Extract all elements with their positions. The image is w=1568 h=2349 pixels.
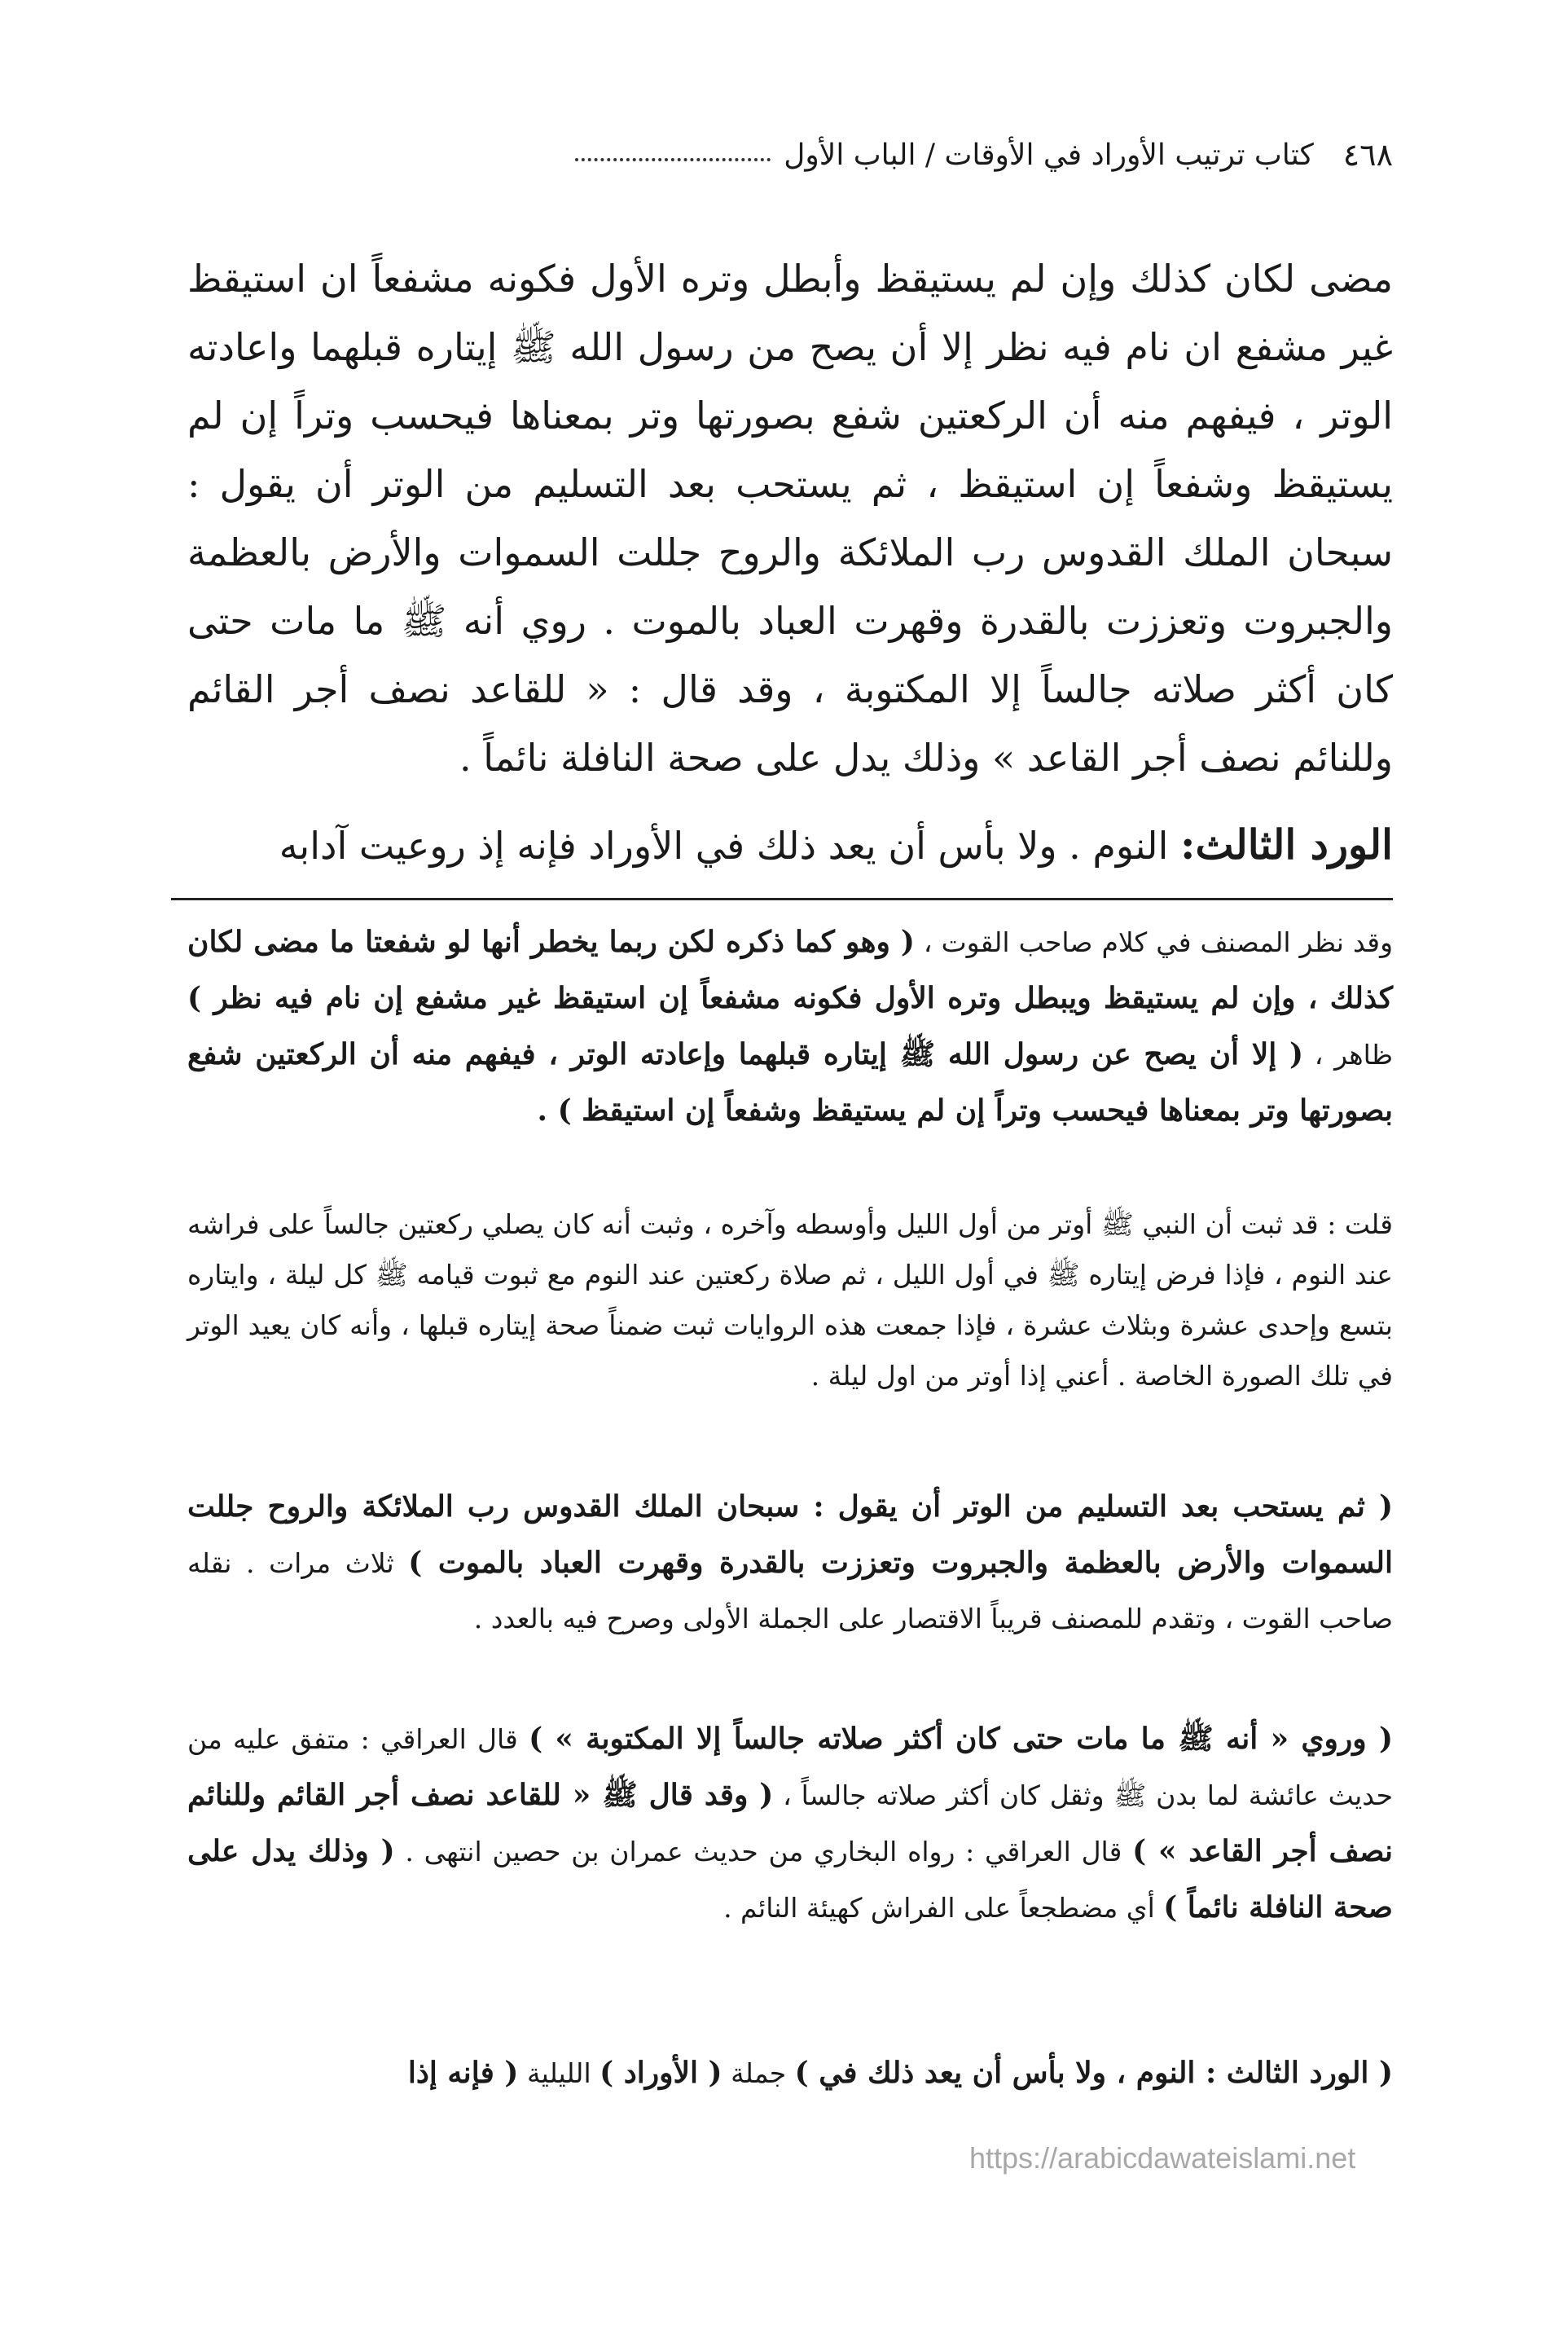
wird-line — [187, 811, 1393, 880]
commentary-block-4 — [187, 1711, 1393, 1936]
commentary-5-quote-a: ( الورد الثالث : النوم ، ولا بأس أن يعد ذلك في ) — [794, 2056, 1393, 2090]
commentary-3-quote: ( ثم يستحب بعد التسليم من الوتر أن يقول : سبحان الملك القدوس رب الملائكة والروح جللت السموات والأرض بالعظمة والجبروت وتعززت بالقدرة وقهرت العباد بالموت ) — [187, 1489, 1394, 1580]
commentary-5-text-b: الليلية — [518, 2057, 600, 2089]
header-title: كتاب ترتيب الأوراد في الأوقات / الباب الأول — [784, 138, 1314, 172]
wird-heading: الورد الثالث: — [1179, 820, 1393, 869]
commentary-4-quote-a: ( وروي « أنه ﷺ ما مات حتى كان أكثر صلاته جالساً إلا المكتوبة » ) — [529, 1722, 1394, 1756]
commentary-4-text-a: قال العراقي : متفق عليه من حديث عائشة لما بدن ﷺ وثقل كان أكثر صلاته جالساً ، — [187, 1723, 1393, 1811]
commentary-block-3 — [187, 1479, 1393, 1647]
commentary-4-text-c: أي مضطجعاً على الفراش كهيئة النائم . — [723, 1892, 1164, 1924]
footnote-divider — [171, 898, 1393, 900]
commentary-1-quote-b: ( إلا أن يصح عن رسول الله ﷺ إيتاره قبلهما وإعادته الوتر ، فيفهم منه أن الركعتين شفع بصورتها وتر بمعناها فيحسب وتراً إن لم يستيقظ وشفعاً إن استيقظ ) . — [187, 1037, 1393, 1128]
commentary-3-text: ثلاث مرات . نقله صاحب القوت ، وتقدم للمصنف قريباً الاقتصار على الجملة الأولى وصرح فيه بالعدد . — [187, 1547, 1393, 1634]
main-paragraph: مضى لكان كذلك وإن لم يستيقظ وأبطل وتره الأول فكونه مشفعاً ان استيقظ غير مشفع ان نام فيه نظر إلا أن يصح من رسول الله ﷺ إيتاره قبلهما واعادته الوتر ، فيفهم منه أن الركعتين شفع بصورتها وتر بمعناها فيحسب وتراً إن لم يستيقظ وشفعاً إن استيقظ ، ثم يستحب بعد التسليم من الوتر أن يقول : سبحان الملك القدوس رب الملائكة والروح جللت السموات والأرض بالعظمة والجبروت وتعززت بالقدرة وقهرت العباد بالموت . روي أنه ﷺ ما مات حتى كان أكثر صلاته جالساً إلا المكتوبة ، وقد قال : « للقاعد نصف أجر القائم وللنائم نصف أجر القاعد » وذلك يدل على صحة النافلة نائماً . — [187, 257, 1393, 780]
commentary-1-mid: ظاهر ، — [1303, 1039, 1393, 1071]
commentary-5-text-a: جملة — [722, 2057, 795, 2089]
wird-text: النوم . ولا بأس أن يعد ذلك في الأوراد فإنه إذ روعيت آدابه — [279, 824, 1180, 868]
commentary-1-intro: وقد نظر المصنف في كلام صاحب القوت ، — [914, 926, 1394, 958]
commentary-1-quote-a: ( وهو كما ذكره لكن ربما يخطر أنها لو شفعتا ما مضى لكان كذلك ، وإن لم يستيقظ ويبطل وتره الأول فكونه مشفعاً إن استيقظ غير مشفع إن نام فيه نظر ) — [187, 925, 1393, 1015]
watermark-url: https://arabicdawateislami.net — [969, 2141, 1356, 2175]
commentary-4-text-b: قال العراقي : رواه البخاري من حديث عمران بن حصين انتهى . — [394, 1836, 1133, 1867]
commentary-block-2: قلت : قد ثبت أن النبي ﷺ أوتر من أول الليل وأوسطه وآخره ، وثبت أنه كان يصلي ركعتين جالساً على فراشه عند النوم ، فإذا فرض إيتاره ﷺ في أول الليل ، ثم صلاة ركعتين عند النوم مع ثبوت قيامه ﷺ كل ليلة ، وايتاره بتسع وإحدى عشرة وبثلاث عشرة ، فإذا جمعت هذه الروايات ثبت ضمناً صحة إيتاره قبلها ، وأنه كان يعيد الوتر في تلك الصورة الخاصة . أعني إذا أوتر من اول ليلة . — [187, 1208, 1393, 1392]
commentary-4-quote-b: ( وقد قال ﷺ « للقاعد نصف أجر القائم وللنائم نصف أجر القاعد » ) — [187, 1778, 1393, 1868]
commentary-block-5 — [187, 2045, 1393, 2101]
running-header — [187, 130, 1393, 179]
page-number: ٤٦٨ — [1342, 137, 1393, 173]
header-dot-leader — [575, 150, 771, 161]
commentary-block-1 — [187, 914, 1393, 1139]
commentary-5-quote-b: ( الأوراد ) — [600, 2056, 723, 2090]
commentary-5-quote-c: ( فإنه إذا — [407, 2056, 519, 2090]
commentary-4-quote-c: ( وذلك يدل على صحة النافلة نائماً ) — [187, 1834, 1393, 1925]
